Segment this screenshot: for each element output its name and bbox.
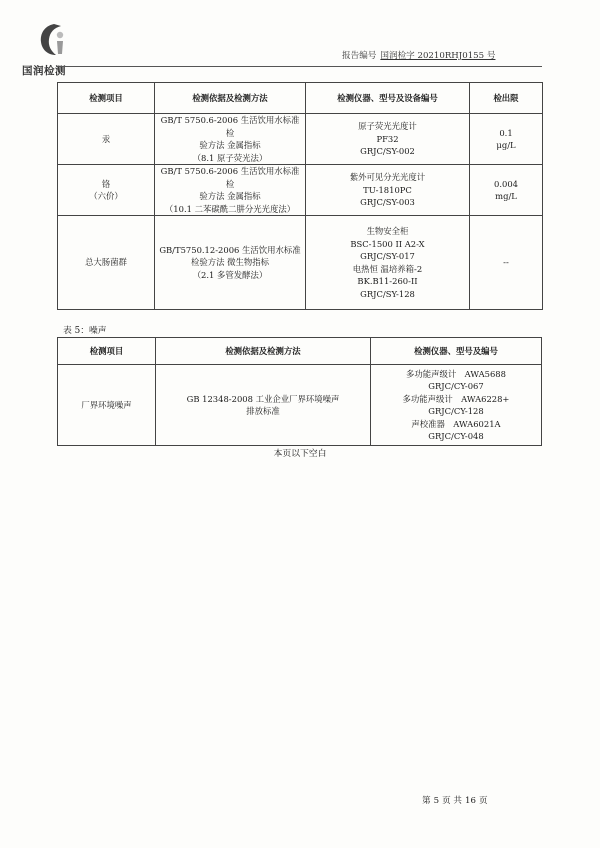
item-cell: 总大肠菌群: [58, 216, 155, 310]
table-header-row: [58, 83, 543, 114]
table-header-row: [58, 338, 542, 365]
instrument-cell: 生物安全柜 BSC-1500 II A2-X GRJC/SY-017 电热恒 温培养箱-2 BK.B11-260-II GRJC/SY-128: [306, 216, 470, 310]
method-cell: GB/T5750.12-2006 生活饮用水标准 检验方法 微生物指标 （2.1 多管发酵法）: [155, 216, 306, 310]
limit-cell: 0.004 mg/L: [470, 165, 543, 216]
column-header: 检测依据及检测方法: [156, 338, 371, 365]
method-table: [57, 82, 543, 310]
table-row: [58, 216, 543, 310]
report-number: [342, 49, 495, 61]
table-row: [58, 365, 542, 446]
table-row: [58, 165, 543, 216]
instrument-cell: 多功能声级计 AWA5688 GRJC/CY-067 多功能声级计 AWA6228+ GRJC/CY-128 声校准器 AWA6021A GRJC/CY-048: [371, 365, 542, 446]
column-header: 检出限: [470, 83, 543, 114]
limit-cell: --: [470, 216, 543, 310]
method-cell: GB/T 5750.6-2006 生活饮用水标准检 验方法 金属指标 （8.1 原子荧光法）: [155, 114, 306, 165]
current-page: 5: [433, 796, 440, 806]
page-number: 第 5 页 共 16 页: [422, 796, 488, 806]
logo-text: 国润检测: [22, 65, 66, 77]
method-cell: GB/T 5750.6-2006 生活饮用水标准检 验方法 金属指标 （10.1 二苯碳酰二肼分光光度法）: [155, 165, 306, 216]
company-logo: [20, 20, 80, 80]
item-cell: 铬 （六价）: [58, 165, 155, 216]
column-header: 检测仪器、型号及编号: [371, 338, 542, 365]
table-row: [58, 114, 543, 165]
table-caption: 表 5：噪声: [63, 326, 107, 336]
item-cell: 厂界环境噪声: [58, 365, 156, 446]
instrument-cell: 紫外可见分光光度计 TU-1810PC GRJC/SY-003: [306, 165, 470, 216]
limit-cell: 0.1 μg/L: [470, 114, 543, 165]
column-header: 检测项目: [58, 338, 156, 365]
total-pages: 16: [465, 796, 476, 806]
blank-below-note: 本页以下空白: [273, 449, 327, 459]
column-header: 检测项目: [58, 83, 155, 114]
logo-mark-icon: [34, 20, 70, 62]
method-cell: GB 12348-2008 工业企业厂界环境噪声 排放标准: [156, 365, 371, 446]
report-number-value: 国润检字 20210RHJ0155 号: [380, 51, 496, 61]
noise-table: [57, 337, 542, 446]
item-cell: 汞: [58, 114, 155, 165]
column-header: 检测依据及检测方法: [155, 83, 306, 114]
header-divider: [56, 66, 542, 67]
report-number-label: 报告编号: [342, 51, 377, 61]
column-header: 检测仪器、型号及设备编号: [306, 83, 470, 114]
instrument-cell: 原子荧光光度计 PF32 GRJC/SY-002: [306, 114, 470, 165]
